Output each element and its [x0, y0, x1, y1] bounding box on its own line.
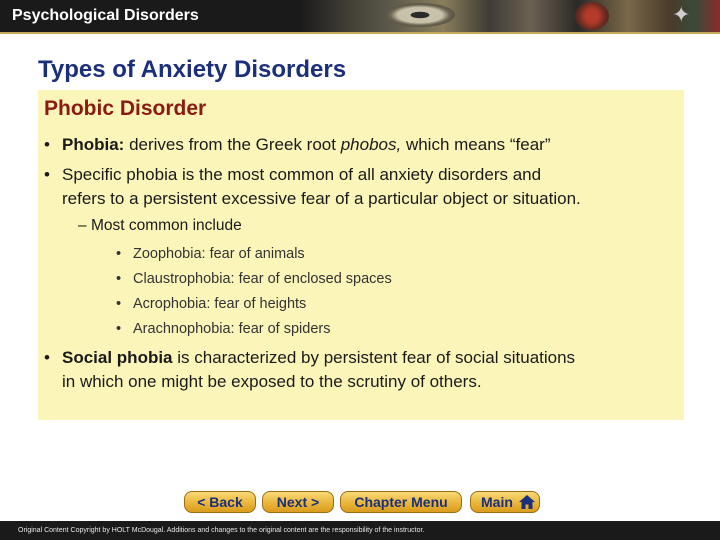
banner-eye-image	[385, 3, 455, 27]
bullet-dot: •	[44, 348, 50, 367]
bullet-text: is characterized by persistent fear of social situations	[172, 348, 576, 367]
bullet-dot: •	[116, 271, 122, 287]
footer-bar	[0, 521, 720, 540]
header-divider	[0, 32, 720, 34]
bullet-dot: •	[116, 321, 122, 337]
back-button[interactable]: < Back	[184, 491, 256, 513]
bullet-italic: phobos,	[340, 135, 402, 154]
bullet-dot: •	[44, 135, 50, 154]
list-item-text: Zoophobia: fear of animals	[133, 246, 305, 262]
bullet-phobia	[44, 133, 684, 157]
list-item-text: Arachnophobia: fear of spiders	[133, 321, 331, 337]
dash-marker: –	[78, 217, 87, 234]
bullet-line: refers to a persistent excessive fear of a particular object or situation.	[62, 189, 581, 208]
next-button[interactable]: Next >	[262, 491, 334, 513]
main-button-label: Main	[481, 494, 513, 510]
list-item-text: Claustrophobia: fear of enclosed spaces	[133, 271, 392, 287]
section-heading: Phobic Disorder	[44, 97, 207, 120]
bullet-text: derives from the Greek root	[124, 135, 341, 154]
home-icon	[518, 493, 536, 511]
header-title: Psychological Disorders	[12, 7, 199, 24]
header-bar	[0, 0, 720, 32]
bullet-text: which means “fear”	[401, 135, 551, 154]
bullet-dot: •	[116, 296, 122, 312]
bullet-dot: •	[116, 246, 122, 262]
banner-star-icon: ✦	[672, 3, 691, 28]
bullet-term: Social phobia	[62, 348, 173, 367]
bullet-line: Specific phobia is the most common of all anxiety disorders and	[62, 165, 542, 184]
banner-image	[300, 0, 720, 32]
main-button[interactable]	[470, 491, 540, 513]
bullet-term: Phobia:	[62, 135, 125, 154]
navigation-bar	[0, 491, 720, 515]
list-item-text: Acrophobia: fear of heights	[133, 296, 307, 312]
banner-circle-image	[575, 2, 609, 30]
sub-heading	[78, 217, 242, 235]
bullet-dot: •	[44, 165, 50, 184]
page-title: Types of Anxiety Disorders	[38, 56, 347, 83]
copyright-text: Original Content Copyright by HOLT McDougal. Additions and changes to the original content are the responsibility of the instructor.	[18, 527, 425, 534]
bullet-specific-phobia	[44, 163, 684, 211]
sub-heading-text: Most common include	[90, 217, 242, 234]
bullet-social-phobia	[44, 346, 684, 394]
chapter-menu-button[interactable]: Chapter Menu	[340, 491, 462, 513]
bullet-line: in which one might be exposed to the scrutiny of others.	[62, 372, 482, 391]
content-panel	[38, 90, 684, 420]
